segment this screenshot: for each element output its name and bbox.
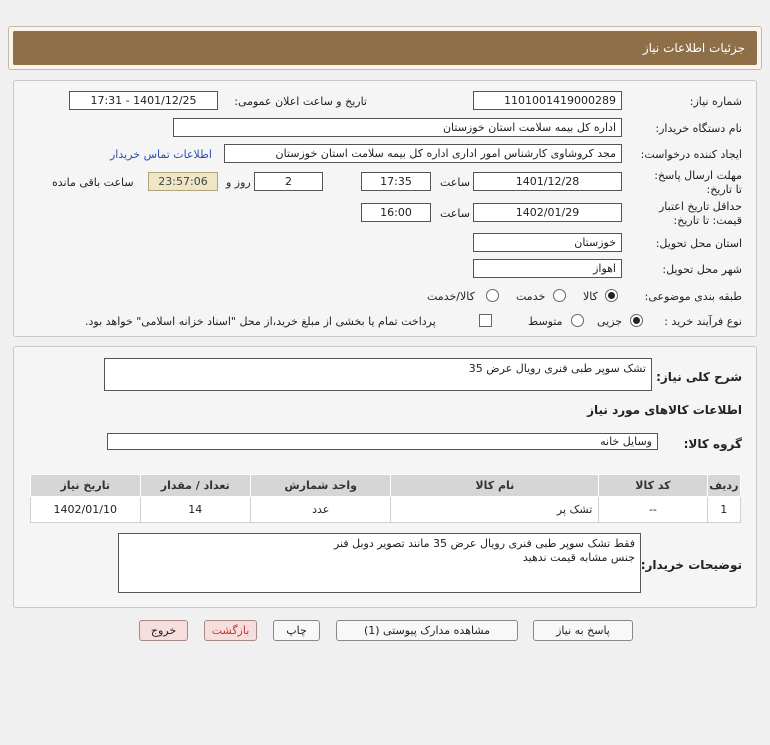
buyer-notes-label: توضیحات خریدار: [640,558,742,572]
category-option-goods-service: کالا/خدمت [427,290,475,303]
process-option-minor: جزیی [597,315,623,328]
col-code: کد کالا [599,475,707,497]
city-label: شهر محل تحویل: [662,263,742,276]
cell-unit: عدد [251,497,391,523]
col-unit: واحد شمارش [251,475,391,497]
validity-label-1: حداقل تاریخ اعتبار [658,200,742,213]
attachments-button[interactable]: مشاهده مدارک پیوستی (1) [336,620,518,641]
summary-field: تشک سوپر طبی فنری رویال عرض 35 [104,358,652,391]
days-label: روز و [226,176,251,189]
print-button[interactable]: چاپ [273,620,320,641]
exit-button[interactable]: خروج [139,620,188,641]
col-row: ردیف [707,475,740,497]
reply-button[interactable]: پاسخ به نیاز [533,620,633,641]
validity-date-field: 1402/01/29 [473,203,622,222]
cell-quantity: 14 [140,497,251,523]
cell-name: تشک پر [391,497,599,523]
buyer-notes-line-1: فقط تشک سوپر طبی فنری رویال عرض 35 مانند تصویر دوبل فنر [333,537,635,550]
creator-field: مجد کروشاوی کارشناس امور اداری اداره کل بیمه سلامت استان خوزستان [224,144,622,163]
col-quantity: تعداد / مقدار [140,475,251,497]
treasury-checkbox[interactable] [479,314,492,327]
summary-label: شرح کلی نیاز: [656,370,742,384]
col-name: نام کالا [391,475,599,497]
goods-table-header [31,475,741,497]
remaining-time-field: 23:57:06 [148,172,218,191]
treasury-note: پرداخت تمام یا بخشی از مبلغ خرید،از محل "اسناد خزانه اسلامی" خواهد بود. [85,315,436,328]
process-radio-medium[interactable] [571,314,584,327]
goods-info-title: اطلاعات کالاهای مورد نیاز [587,403,742,417]
buyer-org-label: نام دستگاه خریدار: [655,122,742,135]
page-title: جزئیات اطلاعات نیاز [642,41,745,55]
cell-date: 1402/01/10 [31,497,141,523]
category-option-service: خدمت [516,290,546,303]
group-label: گروه کالا: [683,437,742,451]
category-label: طبقه بندی موضوعی: [644,290,742,303]
back-button[interactable]: بازگشت [204,620,257,641]
process-option-medium: متوسط [528,315,563,328]
category-radio-goods-service[interactable] [486,289,499,302]
buyer-contact-link[interactable]: اطلاعات تماس خریدار [110,148,212,161]
reply-time-label: ساعت [440,176,470,189]
announce-label: تاریخ و ساعت اعلان عمومی: [234,95,367,108]
buyer-notes-field [118,533,641,593]
goods-table [30,474,741,523]
category-radio-service[interactable] [553,289,566,302]
header-bar [13,31,757,65]
creator-label: ایجاد کننده درخواست: [640,148,742,161]
category-option-goods: کالا [583,290,598,303]
announce-date-field: 1401/12/25 - 17:31 [69,91,218,110]
process-radio-minor[interactable] [630,314,643,327]
col-date: تاریخ نیاز [31,475,141,497]
validity-time-field: 16:00 [361,203,431,222]
validity-time-label: ساعت [440,207,470,220]
page-header [8,26,762,70]
province-label: استان محل تحویل: [655,237,742,250]
cell-row: 1 [707,497,740,523]
days-count-field: 2 [254,172,323,191]
province-field: خوزستان [473,233,622,252]
city-field: اهواز [473,259,622,278]
process-label: نوع فرآیند خرید : [664,315,742,328]
remaining-label: ساعت باقی مانده [52,176,134,189]
need-number-field: 1101001419000289 [473,91,622,110]
table-row[interactable] [31,497,741,523]
buyer-org-field: اداره کل بیمه سلامت استان خوزستان [173,118,622,137]
reply-time-field: 17:35 [361,172,431,191]
buyer-notes-line-2: جنس مشابه قیمت ندهید [522,551,635,564]
category-radio-goods[interactable] [605,289,618,302]
cell-code: -- [599,497,707,523]
need-number-label: شماره نیاز: [689,95,742,108]
reply-deadline-label: مهلت ارسال پاسخ: تا تاریخ: [654,169,742,196]
group-field: وسایل خانه [107,433,658,450]
validity-label-2: قیمت: تا تاریخ: [673,214,742,227]
reply-date-field: 1401/12/28 [473,172,622,191]
